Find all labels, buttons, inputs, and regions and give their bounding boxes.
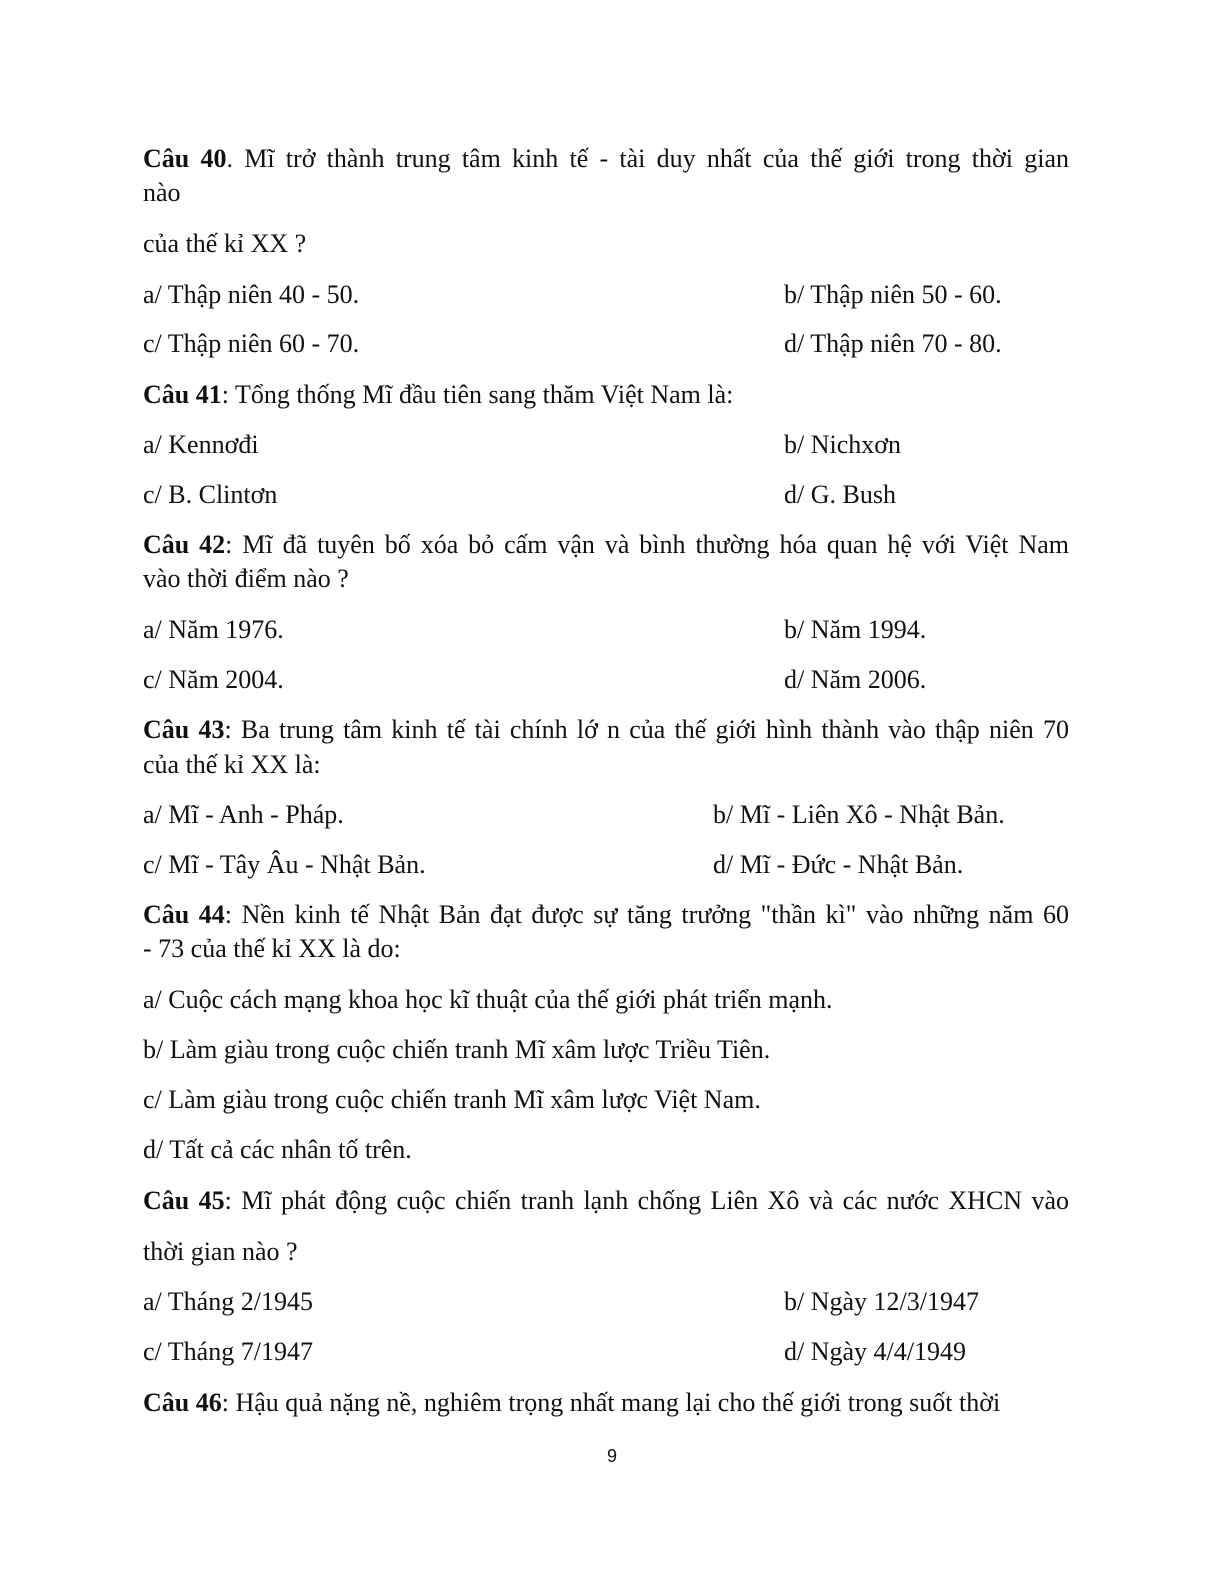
question-43-option-d: d/ Mĩ - Đức - Nhật Bản. <box>713 850 964 879</box>
question-45-option-a: a/ Tháng 2/1945 <box>143 1287 313 1316</box>
question-45-line-1: Câu 45: Mĩ phát động cuộc chiến tranh lạnh chống Liên Xô và các nước XHCN vào <box>143 1186 1069 1215</box>
question-40-line-3: của thế kỉ XX ? <box>143 229 307 258</box>
question-42-option-d: d/ Năm 2006. <box>784 665 927 694</box>
question-44-line-1: Câu 44: Nền kinh tế Nhật Bản đạt được sự tăng trưởng "thần kì" vào những năm 60 <box>143 900 1069 929</box>
question-45-line-2: thời gian nào ? <box>143 1237 298 1266</box>
question-number: Câu 44 <box>143 900 225 929</box>
question-text: Mĩ đã tuyên bố xóa bỏ cấm vận và bình thường hóa quan hệ với Việt Nam <box>232 530 1069 559</box>
question-42-option-a: a/ Năm 1976. <box>143 615 284 644</box>
question-40-option-a: a/ Thập niên 40 - 50. <box>143 280 360 309</box>
question-46-line-1: Câu 46: Hậu quả nặng nề, nghiêm trọng nhất mang lại cho thế giới trong suốt thời <box>143 1388 1001 1417</box>
question-40-option-b: b/ Thập niên 50 - 60. <box>784 280 1002 309</box>
question-text: Hậu quả nặng nề, nghiêm trọng nhất mang lại cho thế giới trong suốt thời <box>228 1388 1001 1417</box>
question-number: Câu 40 <box>143 144 227 173</box>
question-40-line-1: Câu 40. Mĩ trở thành trung tâm kinh tế - tài duy nhất của thế giới trong thời gian <box>143 144 1069 173</box>
question-text: Mĩ phát động cuộc chiến tranh lạnh chống Liên Xô và các nước XHCN vào <box>231 1186 1069 1215</box>
question-41-option-c: c/ B. Clintơn <box>143 480 278 509</box>
question-45-option-c: c/ Tháng 7/1947 <box>143 1337 313 1366</box>
question-43-option-b: b/ Mĩ - Liên Xô - Nhật Bản. <box>713 800 1005 829</box>
question-43-line-1: Câu 43: Ba trung tâm kinh tế tài chính lớ n của thế giới hình thành vào thập niên 70 <box>143 715 1069 744</box>
question-number: Câu 41 <box>143 380 222 409</box>
question-42-option-b: b/ Năm 1994. <box>784 615 927 644</box>
question-text: Nền kinh tế Nhật Bản đạt được sự tăng trưởng "thần kì" vào những năm 60 <box>232 900 1069 929</box>
question-40-option-c: c/ Thập niên 60 - 70. <box>143 329 360 358</box>
question-41-option-b: b/ Nichxơn <box>784 430 902 459</box>
question-43-option-a: a/ Mĩ - Anh - Pháp. <box>143 800 344 829</box>
question-42-line-1: Câu 42: Mĩ đã tuyên bố xóa bỏ cấm vận và bình thường hóa quan hệ với Việt Nam <box>143 530 1069 559</box>
question-text: Mĩ trở thành trung tâm kinh tế - tài duy nhất của thế giới trong thời gian <box>232 144 1069 173</box>
question-number: Câu 43 <box>143 715 225 744</box>
question-43-line-2: của thế kỉ XX là: <box>143 750 321 779</box>
question-42-option-c: c/ Năm 2004. <box>143 665 284 694</box>
question-40-option-d: d/ Thập niên 70 - 80. <box>784 329 1002 358</box>
question-45-option-b: b/ Ngày 12/3/1947 <box>784 1287 979 1316</box>
page-number: 9 <box>606 1446 617 1466</box>
question-42-line-2: vào thời điểm nào ? <box>143 564 349 593</box>
question-41-option-a: a/ Kennơđi <box>143 430 259 459</box>
question-44-option-d: d/ Tất cả các nhân tố trên. <box>143 1135 412 1164</box>
question-41-option-d: d/ G. Bush <box>784 480 896 509</box>
question-44-option-a: a/ Cuộc cách mạng khoa học kĩ thuật của thế giới phát triển mạnh. <box>143 985 833 1014</box>
question-number: Câu 42 <box>143 530 226 559</box>
question-number: Câu 45 <box>143 1186 225 1215</box>
question-43-option-c: c/ Mĩ - Tây Âu - Nhật Bản. <box>143 850 426 879</box>
question-number: Câu 46 <box>143 1388 222 1417</box>
question-41-line-1: Câu 41: Tổng thống Mĩ đầu tiên sang thăm Việt Nam là: <box>143 380 734 409</box>
question-text: Tổng thống Mĩ đầu tiên sang thăm Việt Nam là: <box>228 380 734 409</box>
question-text: Ba trung tâm kinh tế tài chính lớ n của thế giới hình thành vào thập niên 70 <box>231 715 1069 744</box>
question-44-line-2: - 73 của thế kỉ XX là do: <box>143 934 401 963</box>
question-40-line-2: nào <box>143 178 181 207</box>
question-44-option-b: b/ Làm giàu trong cuộc chiến tranh Mĩ xâm lược Triều Tiên. <box>143 1035 771 1064</box>
question-44-option-c: c/ Làm giàu trong cuộc chiến tranh Mĩ xâm lược Việt Nam. <box>143 1085 761 1114</box>
question-45-option-d: d/ Ngày 4/4/1949 <box>784 1337 966 1366</box>
